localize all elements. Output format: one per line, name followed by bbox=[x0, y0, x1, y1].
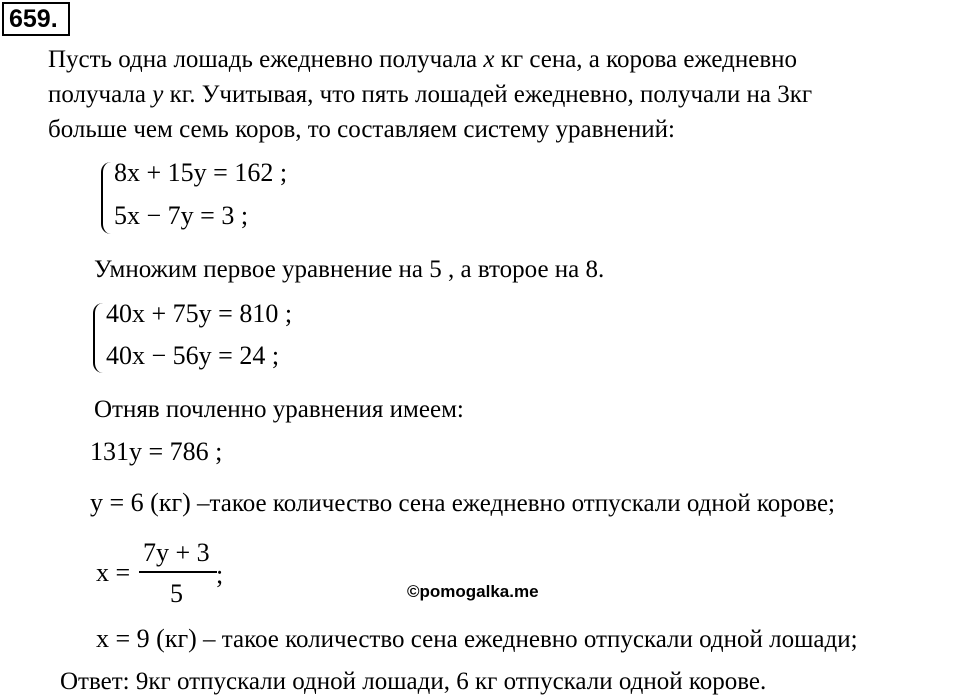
subtract-instruction: Отняв почленно уравнения имеем: bbox=[94, 396, 464, 423]
problem-number: 659. bbox=[2, 2, 70, 36]
y-result-text: –такое количество сена ежедневно отпускали одной корове; bbox=[190, 490, 835, 517]
x-result-text: – такое количество сена ежедневно отпускали одной лошади; bbox=[196, 626, 858, 653]
x-fraction-tail: ; bbox=[216, 560, 224, 589]
intro-line-3: больше чем семь коров, то составляем систему уравнений: bbox=[48, 116, 675, 143]
y-result-formula: y = 6 (кг) bbox=[90, 488, 191, 517]
x-fraction-denominator: 5 bbox=[170, 579, 183, 608]
intro-line-2 bbox=[48, 79, 812, 111]
intro-line-1-start: Пусть одна лошадь ежедневно получала bbox=[48, 46, 484, 73]
variable-x: x bbox=[483, 46, 495, 73]
answer-line: Ответ: 9кг отпускали одной лошади, 6 кг отпускали одной корове. bbox=[60, 668, 767, 695]
intro-line-1-end: кг сена, а корова ежедневно bbox=[494, 46, 798, 73]
x-result-formula: x = 9 (кг) bbox=[96, 624, 197, 653]
x-result-line bbox=[96, 623, 858, 656]
x-fraction-lhs: x = bbox=[96, 558, 131, 587]
intro-line-2-end: кг. Учитывая, что пять лошадей ежедневно, получали на 3кг bbox=[163, 81, 813, 108]
system-2-equation-1: 40x + 75y = 810 ; bbox=[106, 299, 293, 328]
multiply-instruction: Умножим первое уравнение на 5 , а второе на 8. bbox=[94, 256, 605, 283]
watermark: ©pomogalka.me bbox=[407, 582, 539, 601]
system-2-equation-2: 40x − 56y = 24 ; bbox=[106, 341, 280, 370]
intro-line-1 bbox=[48, 44, 797, 76]
fraction-bar bbox=[139, 571, 217, 573]
system-1-equation-1: 8x + 15y = 162 ; bbox=[114, 158, 288, 187]
x-fraction-numerator: 7y + 3 bbox=[143, 538, 210, 567]
system-1-brace bbox=[101, 162, 113, 234]
system-2-brace bbox=[93, 303, 105, 373]
variable-y: y bbox=[152, 81, 164, 108]
system-1-equation-2: 5x − 7y = 3 ; bbox=[114, 201, 249, 230]
equation-131y: 131y = 786 ; bbox=[90, 437, 223, 466]
y-result-line bbox=[90, 487, 835, 520]
intro-line-2-start: получала bbox=[48, 81, 153, 108]
